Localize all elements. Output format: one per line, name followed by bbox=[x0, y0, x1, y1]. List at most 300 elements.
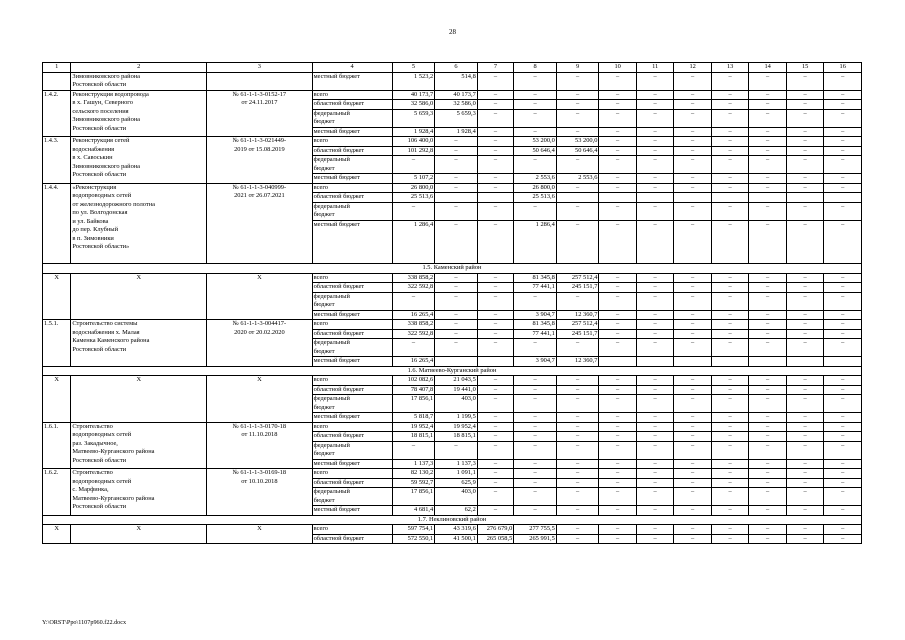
value-cell: – bbox=[824, 413, 862, 423]
value-cell: – bbox=[786, 72, 824, 90]
value-cell: – bbox=[599, 385, 637, 395]
value-cell: – bbox=[514, 469, 557, 479]
value-cell: – bbox=[599, 137, 637, 147]
value-cell: – bbox=[674, 320, 712, 330]
value-cell: 5 107,2 bbox=[392, 174, 435, 184]
value-cell bbox=[599, 193, 637, 203]
value-cell: – bbox=[556, 441, 599, 459]
value-cell: – bbox=[477, 310, 513, 320]
header-cell-5: 5 bbox=[392, 63, 435, 73]
value-cell: – bbox=[477, 202, 513, 220]
item-number: 1.6.2. bbox=[43, 469, 71, 516]
value-cell: 62,2 bbox=[435, 506, 478, 516]
value-cell: – bbox=[674, 432, 712, 442]
value-cell: – bbox=[392, 441, 435, 459]
value-cell: – bbox=[599, 488, 637, 506]
value-cell: 277 755,5 bbox=[514, 525, 557, 535]
value-cell: – bbox=[636, 283, 674, 293]
value-cell: – bbox=[599, 174, 637, 184]
value-cell: – bbox=[749, 127, 787, 137]
value-cell: – bbox=[674, 109, 712, 127]
value-cell: – bbox=[636, 525, 674, 535]
item-name: Х bbox=[71, 273, 207, 320]
value-cell: 12 360,7 bbox=[556, 310, 599, 320]
value-cell: – bbox=[477, 422, 513, 432]
value-cell: – bbox=[711, 525, 749, 535]
value-cell: – bbox=[477, 385, 513, 395]
value-cell: – bbox=[636, 109, 674, 127]
value-cell: – bbox=[674, 459, 712, 469]
value-cell: – bbox=[636, 488, 674, 506]
item-number: 1.5.1. bbox=[43, 320, 71, 367]
funding-source: местный бюджет bbox=[312, 506, 392, 516]
value-cell: 625,9 bbox=[435, 478, 478, 488]
value-cell: – bbox=[786, 506, 824, 516]
value-cell: 2 553,6 bbox=[514, 174, 557, 184]
value-cell: – bbox=[599, 478, 637, 488]
value-cell: – bbox=[636, 174, 674, 184]
value-cell: 106 400,0 bbox=[392, 137, 435, 147]
value-cell: – bbox=[599, 413, 637, 423]
value-cell: – bbox=[599, 72, 637, 90]
item-document: № 61-1-1-3-0169-18 от 10.10.2018 bbox=[207, 469, 312, 516]
value-cell: – bbox=[514, 156, 557, 174]
value-cell: – bbox=[514, 459, 557, 469]
section-row bbox=[43, 515, 862, 525]
value-cell: – bbox=[749, 137, 787, 147]
item-document: № 61-1-1-3-004417- 2020 от 20.02.2020 bbox=[207, 320, 312, 367]
value-cell: – bbox=[786, 339, 824, 357]
value-cell: – bbox=[435, 174, 478, 184]
value-cell: – bbox=[599, 156, 637, 174]
value-cell: – bbox=[514, 488, 557, 506]
value-cell: – bbox=[711, 422, 749, 432]
value-cell: – bbox=[477, 459, 513, 469]
value-cell: – bbox=[556, 292, 599, 310]
value-cell: – bbox=[636, 90, 674, 100]
value-cell: – bbox=[477, 72, 513, 90]
value-cell: – bbox=[749, 310, 787, 320]
value-cell: 403,0 bbox=[435, 488, 478, 506]
header-cell-8: 8 bbox=[514, 63, 557, 73]
table-row bbox=[43, 90, 862, 100]
value-cell: – bbox=[514, 441, 557, 459]
funding-source: местный бюджет bbox=[312, 127, 392, 137]
value-cell bbox=[599, 357, 637, 367]
value-cell: – bbox=[786, 422, 824, 432]
value-cell: – bbox=[749, 376, 787, 386]
table-row bbox=[43, 137, 862, 147]
funding-source: областной бюджет bbox=[312, 478, 392, 488]
funding-source: областной бюджет bbox=[312, 385, 392, 395]
value-cell: – bbox=[786, 441, 824, 459]
value-cell: – bbox=[711, 320, 749, 330]
value-cell: – bbox=[824, 320, 862, 330]
value-cell: – bbox=[786, 488, 824, 506]
value-cell: – bbox=[636, 441, 674, 459]
item-name: Строительство водопроводных сетей раз. Закадычное, Матвеево-Курганского района Ростовской области bbox=[71, 422, 207, 469]
section-title: 1.5. Каменский район bbox=[43, 264, 862, 274]
value-cell: – bbox=[711, 146, 749, 156]
value-cell: – bbox=[824, 137, 862, 147]
value-cell bbox=[711, 357, 749, 367]
table-row bbox=[43, 72, 862, 90]
value-cell: – bbox=[749, 109, 787, 127]
value-cell: – bbox=[392, 339, 435, 357]
value-cell: – bbox=[514, 422, 557, 432]
value-cell: 18 815,1 bbox=[435, 432, 478, 442]
item-number: 1.6.1. bbox=[43, 422, 71, 469]
value-cell: – bbox=[599, 320, 637, 330]
value-cell: – bbox=[435, 310, 478, 320]
item-document: № 61-1-1-3-0152-17 от 24.11.2017 bbox=[207, 90, 312, 137]
value-cell: 16 265,4 bbox=[392, 357, 435, 367]
value-cell: – bbox=[711, 395, 749, 413]
value-cell: – bbox=[477, 395, 513, 413]
value-cell: – bbox=[514, 506, 557, 516]
value-cell: – bbox=[599, 329, 637, 339]
value-cell: – bbox=[786, 320, 824, 330]
value-cell: – bbox=[636, 459, 674, 469]
value-cell: – bbox=[556, 469, 599, 479]
funding-source: местный бюджет bbox=[312, 174, 392, 184]
value-cell: – bbox=[786, 220, 824, 264]
value-cell: – bbox=[824, 422, 862, 432]
value-cell bbox=[674, 357, 712, 367]
funding-source: местный бюджет bbox=[312, 413, 392, 423]
value-cell: 77 441,1 bbox=[514, 283, 557, 293]
value-cell bbox=[477, 193, 513, 203]
value-cell: – bbox=[674, 395, 712, 413]
value-cell: 19 441,0 bbox=[435, 385, 478, 395]
funding-source: федеральный бюджет bbox=[312, 339, 392, 357]
value-cell: 3 904,7 bbox=[514, 357, 557, 367]
value-cell: – bbox=[749, 441, 787, 459]
value-cell: 1 137,3 bbox=[435, 459, 478, 469]
value-cell: – bbox=[749, 220, 787, 264]
item-name: Реконструкция водопровода в х. Гашун, Северного сельского поселения Зимовниковского района Ростовской области bbox=[71, 90, 207, 137]
value-cell: – bbox=[435, 273, 478, 283]
item-number: 1.4.2. bbox=[43, 90, 71, 137]
value-cell: 2 553,6 bbox=[556, 174, 599, 184]
value-cell: 3 904,7 bbox=[514, 310, 557, 320]
value-cell bbox=[556, 193, 599, 203]
value-cell: – bbox=[599, 432, 637, 442]
value-cell: – bbox=[749, 488, 787, 506]
item-number: Х bbox=[43, 525, 71, 544]
value-cell: – bbox=[824, 146, 862, 156]
value-cell: – bbox=[514, 376, 557, 386]
value-cell bbox=[435, 193, 478, 203]
value-cell: – bbox=[477, 478, 513, 488]
value-cell: – bbox=[711, 459, 749, 469]
value-cell: – bbox=[786, 525, 824, 535]
value-cell: – bbox=[514, 90, 557, 100]
value-cell: – bbox=[599, 376, 637, 386]
value-cell: 1 523,2 bbox=[392, 72, 435, 90]
value-cell: – bbox=[477, 432, 513, 442]
value-cell: 322 592,8 bbox=[392, 283, 435, 293]
value-cell: 1 928,4 bbox=[435, 127, 478, 137]
value-cell: – bbox=[392, 202, 435, 220]
value-cell bbox=[636, 193, 674, 203]
value-cell bbox=[674, 193, 712, 203]
value-cell: – bbox=[636, 469, 674, 479]
value-cell: – bbox=[636, 422, 674, 432]
value-cell: – bbox=[749, 339, 787, 357]
item-number: Х bbox=[43, 376, 71, 423]
value-cell: – bbox=[514, 72, 557, 90]
value-cell bbox=[824, 357, 862, 367]
value-cell: – bbox=[711, 339, 749, 357]
value-cell: – bbox=[599, 506, 637, 516]
value-cell: 1 091,1 bbox=[435, 469, 478, 479]
value-cell: – bbox=[599, 422, 637, 432]
value-cell: – bbox=[514, 413, 557, 423]
value-cell: – bbox=[711, 109, 749, 127]
value-cell: – bbox=[786, 100, 824, 110]
value-cell: – bbox=[749, 156, 787, 174]
value-cell: – bbox=[711, 310, 749, 320]
value-cell: – bbox=[824, 441, 862, 459]
value-cell: 5 659,3 bbox=[435, 109, 478, 127]
table-row bbox=[43, 320, 862, 330]
value-cell: – bbox=[636, 273, 674, 283]
value-cell: – bbox=[477, 469, 513, 479]
value-cell: – bbox=[435, 441, 478, 459]
value-cell bbox=[749, 193, 787, 203]
value-cell: – bbox=[824, 329, 862, 339]
value-cell: – bbox=[514, 478, 557, 488]
value-cell: – bbox=[711, 174, 749, 184]
value-cell: – bbox=[477, 292, 513, 310]
header-cell-4: 4 bbox=[312, 63, 392, 73]
funding-source: всего bbox=[312, 525, 392, 535]
header-cell-7: 7 bbox=[477, 63, 513, 73]
value-cell: – bbox=[824, 283, 862, 293]
funding-source: всего bbox=[312, 183, 392, 193]
value-cell: 403,0 bbox=[435, 395, 478, 413]
value-cell: – bbox=[749, 292, 787, 310]
value-cell: – bbox=[674, 339, 712, 357]
value-cell: – bbox=[824, 183, 862, 193]
value-cell: – bbox=[477, 273, 513, 283]
value-cell: – bbox=[674, 156, 712, 174]
value-cell: – bbox=[711, 273, 749, 283]
value-cell: – bbox=[786, 478, 824, 488]
value-cell: – bbox=[711, 90, 749, 100]
value-cell: – bbox=[477, 137, 513, 147]
value-cell: – bbox=[599, 90, 637, 100]
value-cell: – bbox=[824, 469, 862, 479]
value-cell: – bbox=[636, 146, 674, 156]
funding-source: областной бюджет bbox=[312, 193, 392, 203]
value-cell: – bbox=[477, 127, 513, 137]
header-cell-12: 12 bbox=[674, 63, 712, 73]
value-cell: – bbox=[636, 310, 674, 320]
value-cell: – bbox=[711, 156, 749, 174]
value-cell: – bbox=[556, 183, 599, 193]
value-cell: – bbox=[674, 100, 712, 110]
value-cell: – bbox=[636, 506, 674, 516]
value-cell: – bbox=[786, 183, 824, 193]
value-cell: – bbox=[674, 441, 712, 459]
value-cell: – bbox=[674, 146, 712, 156]
value-cell: 50 646,4 bbox=[514, 146, 557, 156]
item-document: Х bbox=[207, 525, 312, 544]
value-cell: – bbox=[599, 283, 637, 293]
value-cell: – bbox=[477, 283, 513, 293]
value-cell: – bbox=[477, 100, 513, 110]
value-cell: 26 800,0 bbox=[514, 183, 557, 193]
value-cell: 53 200,0 bbox=[556, 137, 599, 147]
value-cell bbox=[786, 357, 824, 367]
value-cell: – bbox=[786, 459, 824, 469]
value-cell: – bbox=[749, 273, 787, 283]
value-cell: – bbox=[636, 127, 674, 137]
value-cell: – bbox=[599, 339, 637, 357]
table-row bbox=[43, 376, 862, 386]
value-cell: 81 345,8 bbox=[514, 320, 557, 330]
value-cell: – bbox=[636, 339, 674, 357]
value-cell: – bbox=[599, 459, 637, 469]
value-cell: – bbox=[599, 109, 637, 127]
value-cell: – bbox=[824, 395, 862, 413]
value-cell: – bbox=[786, 534, 824, 544]
value-cell: – bbox=[749, 146, 787, 156]
value-cell: – bbox=[749, 385, 787, 395]
value-cell: – bbox=[711, 385, 749, 395]
value-cell: – bbox=[556, 395, 599, 413]
value-cell: – bbox=[556, 339, 599, 357]
item-number bbox=[43, 72, 71, 90]
value-cell: 338 858,2 bbox=[392, 273, 435, 283]
value-cell: – bbox=[599, 202, 637, 220]
value-cell: 102 082,6 bbox=[392, 376, 435, 386]
funding-source: областной бюджет bbox=[312, 534, 392, 544]
value-cell: – bbox=[477, 376, 513, 386]
value-cell: 101 292,8 bbox=[392, 146, 435, 156]
value-cell: – bbox=[711, 488, 749, 506]
value-cell: 43 319,6 bbox=[435, 525, 478, 535]
value-cell: 1 199,5 bbox=[435, 413, 478, 423]
value-cell: – bbox=[824, 127, 862, 137]
value-cell: – bbox=[556, 156, 599, 174]
value-cell: 18 815,1 bbox=[392, 432, 435, 442]
value-cell: – bbox=[711, 220, 749, 264]
value-cell: – bbox=[674, 329, 712, 339]
value-cell: – bbox=[392, 156, 435, 174]
value-cell: – bbox=[711, 127, 749, 137]
value-cell: – bbox=[556, 100, 599, 110]
value-cell: 17 856,1 bbox=[392, 395, 435, 413]
value-cell: – bbox=[786, 109, 824, 127]
value-cell: 572 550,1 bbox=[392, 534, 435, 544]
value-cell: – bbox=[786, 273, 824, 283]
value-cell: 245 151,7 bbox=[556, 283, 599, 293]
item-name: «Реконструкция водопроводных сетей от железнодорожного полотна по ул. Волгодонская и ул. Байкова до пер. Клубный в п. Зимовники Ростовской области» bbox=[71, 183, 207, 264]
funding-source: всего bbox=[312, 469, 392, 479]
value-cell: – bbox=[435, 320, 478, 330]
value-cell: – bbox=[749, 320, 787, 330]
item-number: Х bbox=[43, 273, 71, 320]
value-cell: – bbox=[824, 90, 862, 100]
value-cell: – bbox=[556, 413, 599, 423]
value-cell: – bbox=[674, 137, 712, 147]
value-cell: 19 952,4 bbox=[435, 422, 478, 432]
value-cell: – bbox=[711, 534, 749, 544]
funding-source: местный бюджет bbox=[312, 459, 392, 469]
value-cell: – bbox=[435, 156, 478, 174]
value-cell: – bbox=[824, 202, 862, 220]
value-cell: – bbox=[556, 488, 599, 506]
value-cell: – bbox=[514, 100, 557, 110]
page-number: 28 bbox=[449, 28, 456, 36]
value-cell: – bbox=[636, 320, 674, 330]
header-cell-1: 1 bbox=[43, 63, 71, 73]
value-cell: – bbox=[599, 220, 637, 264]
value-cell: – bbox=[477, 339, 513, 357]
value-cell: – bbox=[599, 441, 637, 459]
value-cell: – bbox=[786, 469, 824, 479]
value-cell: – bbox=[435, 183, 478, 193]
funding-source: федеральный бюджет bbox=[312, 488, 392, 506]
value-cell: – bbox=[477, 156, 513, 174]
value-cell: – bbox=[674, 90, 712, 100]
value-cell: – bbox=[477, 90, 513, 100]
value-cell: – bbox=[636, 156, 674, 174]
value-cell: – bbox=[786, 310, 824, 320]
header-row bbox=[43, 63, 862, 73]
table-row bbox=[43, 422, 862, 432]
value-cell: – bbox=[749, 202, 787, 220]
value-cell: – bbox=[435, 339, 478, 357]
value-cell: – bbox=[711, 469, 749, 479]
item-name: Х bbox=[71, 525, 207, 544]
item-document bbox=[207, 72, 312, 90]
header-cell-6: 6 bbox=[435, 63, 478, 73]
value-cell: – bbox=[824, 478, 862, 488]
value-cell: – bbox=[599, 395, 637, 413]
value-cell: – bbox=[514, 339, 557, 357]
value-cell: 32 586,0 bbox=[435, 100, 478, 110]
value-cell: – bbox=[786, 385, 824, 395]
value-cell: 59 592,7 bbox=[392, 478, 435, 488]
item-number: 1.4.3. bbox=[43, 137, 71, 184]
header-cell-2: 2 bbox=[71, 63, 207, 73]
value-cell: – bbox=[786, 413, 824, 423]
value-cell: – bbox=[674, 413, 712, 423]
value-cell: – bbox=[556, 202, 599, 220]
value-cell: – bbox=[556, 478, 599, 488]
value-cell: – bbox=[749, 100, 787, 110]
value-cell: – bbox=[786, 395, 824, 413]
value-cell: – bbox=[514, 395, 557, 413]
value-cell: – bbox=[599, 146, 637, 156]
value-cell: – bbox=[824, 506, 862, 516]
funding-source: федеральный бюджет bbox=[312, 395, 392, 413]
value-cell: 1 286,4 bbox=[392, 220, 435, 264]
value-cell: – bbox=[435, 146, 478, 156]
value-cell: – bbox=[674, 292, 712, 310]
value-cell: 81 345,8 bbox=[514, 273, 557, 283]
value-cell: – bbox=[824, 339, 862, 357]
value-cell: – bbox=[749, 72, 787, 90]
value-cell: – bbox=[674, 310, 712, 320]
funding-source: областной бюджет bbox=[312, 100, 392, 110]
value-cell: – bbox=[599, 292, 637, 310]
value-cell: – bbox=[435, 202, 478, 220]
